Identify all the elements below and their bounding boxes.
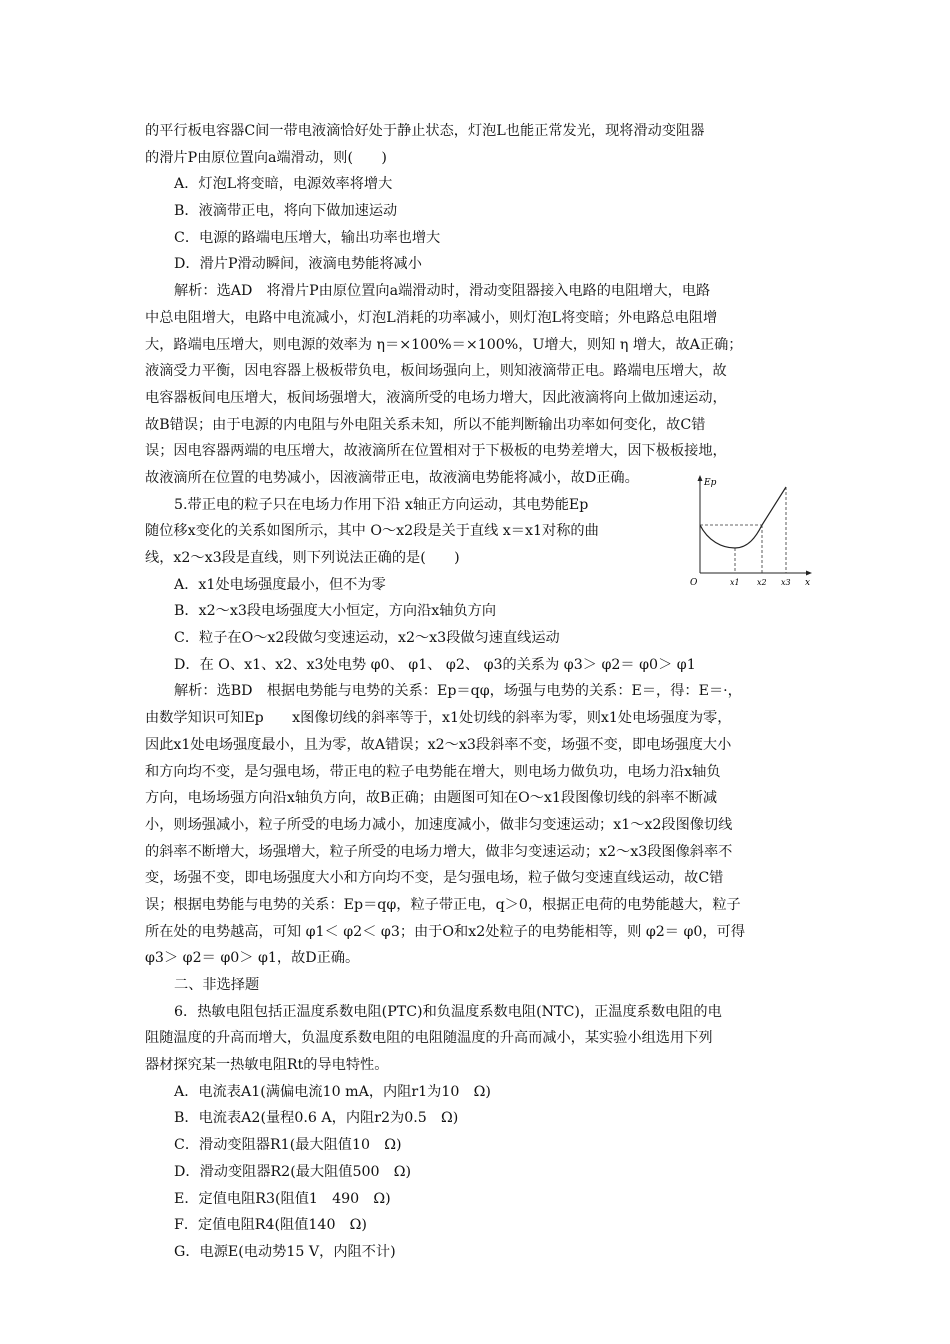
origin-label: O xyxy=(690,578,698,587)
text-line: 的平行板电容器C间一带电液滴恰好处于静止状态，灯泡L也能正常发光，现将滑动变阻器 xyxy=(145,123,705,139)
text-line: 阻随温度的升高而增大，负温度系数电阻的电阻随温度的升高而减小，某实验小组选用下列 xyxy=(145,1030,713,1047)
text-line: 的斜率不断增大，场强增大，粒子所受的电场力增大，做非匀变速运动；x2～x3段图像斜率不 xyxy=(145,843,733,860)
text-line: 故液滴所在位置的电势减小，因液滴带正电，故液滴电势能将减小，故D正确。 xyxy=(145,469,639,486)
text-line: 电容器板间电压增大，板间场强增大，液滴所受的电场力增大，因此液滴将向上做加速运动， xyxy=(145,389,727,406)
potential-energy-graph xyxy=(690,473,814,587)
option-line: C．电源的路端电压增大，输出功率也增大 xyxy=(174,229,441,246)
option-line: F．定值电阻R4(阻值140 Ω) xyxy=(174,1217,367,1234)
option-line: A．灯泡L将变暗，电源效率将增大 xyxy=(174,176,393,193)
x2-label: x2 xyxy=(757,578,767,587)
text-line: 误；根据电势能与电势的关系：Ep＝qφ，粒子带正电，q＞0，根据正电荷的电势能越大，粒子 xyxy=(145,896,741,913)
text-line: 大，路端电压增大，则电源的效率为 η＝×100%＝×100%，U增大，则知 η 增大，故A正确； xyxy=(145,336,743,353)
text-line: 由数学知识可知Ep x图像切线的斜率等于，x1处切线的斜率为零，则x1处电场强度为零， xyxy=(145,710,732,727)
text-line: 和方向均不变，是匀强电场，带正电的粒子电势能在增大，则电场力做负功，电场力沿x轴负 xyxy=(145,763,721,780)
text-line: 的滑片P由原位置向a端滑动，则( ) xyxy=(145,149,387,166)
text-line: 液滴受力平衡，因电容器上极板带负电，板间场强向上，则知液滴带正电。路端电压增大，故 xyxy=(145,363,727,380)
x3-label: x3 xyxy=(781,578,791,587)
text-line: 线，x2～x3段是直线，则下列说法正确的是( ) xyxy=(145,550,460,566)
option-line: D．滑片P滑动瞬间，液滴电势能将减小 xyxy=(174,256,422,273)
option-line: B．液滴带正电，将向下做加速运动 xyxy=(174,203,398,220)
text-line: 器材探究某一热敏电阻Rt的导电特性。 xyxy=(145,1057,389,1074)
text-line: 因此x1处电场强度最小，且为零，故A错误；x2～x3段斜率不变，场强不变，即电场强度大小 xyxy=(145,736,732,753)
energy-curve xyxy=(700,487,786,548)
text-line: φ3＞ φ2＝ φ0＞ φ1，故D正确。 xyxy=(145,950,360,967)
x1-label: x1 xyxy=(730,578,740,587)
text-line: 中总电阻增大，电路中电流减小，灯泡L消耗的功率减小，则灯泡L将变暗；外电路总电阻增 xyxy=(145,309,718,326)
document-page xyxy=(145,118,810,1266)
option-line: A．电流表A1(满偏电流10 mA，内阻r1为10 Ω) xyxy=(174,1083,491,1100)
option-line: D．滑动变阻器R2(最大阻值500 Ω) xyxy=(174,1163,412,1180)
section-heading: 二、非选择题 xyxy=(174,977,260,993)
text-line: 解析：选AD 将滑片P由原位置向a端滑动时，滑动变阻器接入电路的电阻增大，电路 xyxy=(174,283,711,300)
text-line: 变，场强不变，即电场强度大小和方向均不变，是匀强电场，粒子做匀变速直线运动，故C错 xyxy=(145,870,724,887)
x-axis-label: x xyxy=(805,578,811,587)
text-line: 随位移x变化的关系如图所示，其中 O～x2段是关于直线 x＝x1对称的曲 xyxy=(145,523,599,540)
option-line: B．电流表A2(量程0.6 A，内阻r2为0.5 Ω) xyxy=(174,1110,459,1127)
option-line: G．电源E(电动势15 V，内阻不计) xyxy=(174,1243,396,1260)
option-line: C．粒子在O～x2段做匀变速运动，x2～x3段做匀速直线运动 xyxy=(174,630,560,647)
option-line: D．在 O、x1、x2、x3处电势 φ0、 φ1、 φ2、 φ3的关系为 φ3＞ φ2＝ φ0＞ φ1 xyxy=(174,656,696,673)
text-line: 故B错误；由于电源的内电阻与外电阻关系未知，所以不能判断输出功率如何变化，故C错 xyxy=(145,416,706,433)
option-line: E．定值电阻R3(阻值1 490 Ω) xyxy=(174,1190,391,1207)
text-line: 6．热敏电阻包括正温度系数电阻(PTC)和负温度系数电阻(NTC)，正温度系数电阻的电 xyxy=(174,1003,722,1020)
y-axis-arrow xyxy=(698,475,703,481)
x-axis-arrow xyxy=(806,571,812,576)
option-line: B．x2～x3段电场强度大小恒定，方向沿x轴负方向 xyxy=(174,603,497,620)
option-line: A．x1处电场强度最小，但不为零 xyxy=(174,576,386,593)
text-line: 解析：选BD 根据电势能与电势的关系：Ep＝qφ，场强与电势的关系：E＝，得：E＝·， xyxy=(174,683,742,700)
text-line: 小，则场强减小，粒子所受的电场力减小，加速度减小，做非匀变速运动；x1～x2段图像切线 xyxy=(145,816,733,833)
text-line: 方向，电场场强方向沿x轴负方向，故B正确；由题图可知在O～x1段图像切线的斜率不断减 xyxy=(145,790,718,807)
text-line: 误；因电容器两端的电压增大，故液滴所在位置相对于下极板的电势差增大，因下极板接地， xyxy=(145,443,727,460)
text-line: 所在处的电势越高，可知 φ1＜ φ2＜ φ3；由于O和x2处粒子的电势能相等，则 φ2＝ φ0，可得 xyxy=(145,923,746,940)
text-line: 5.带正电的粒子只在电场力作用下沿 x轴正方向运动，其电势能Ep xyxy=(174,496,589,513)
option-line: C．滑动变阻器R1(最大阻值10 Ω) xyxy=(174,1137,402,1154)
y-axis-label: Ep xyxy=(704,478,717,488)
